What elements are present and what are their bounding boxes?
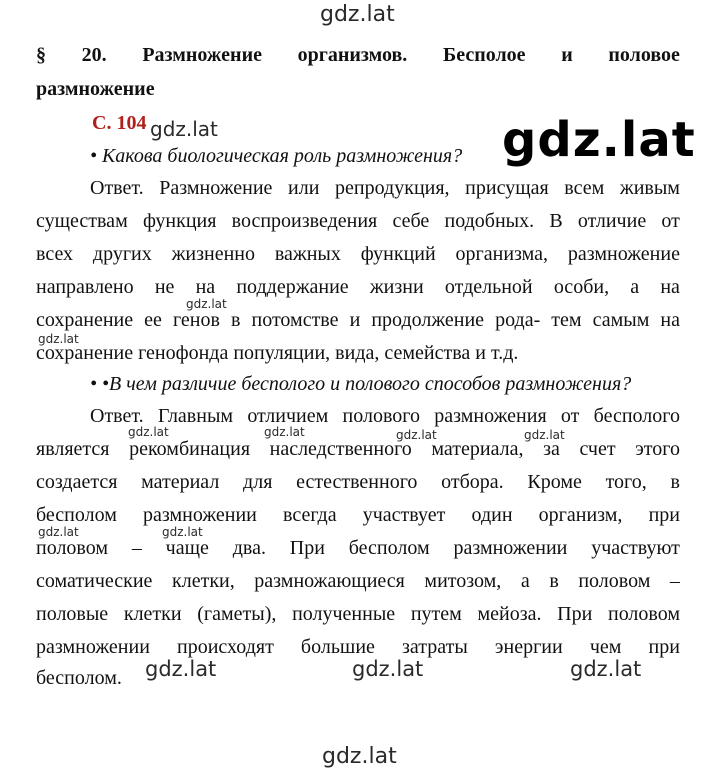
word: самым	[592, 309, 650, 331]
word: половом	[607, 603, 680, 625]
word: путем	[410, 603, 462, 625]
section-heading	[36, 44, 680, 67]
word: не	[154, 276, 175, 298]
answer-2-line	[36, 471, 680, 494]
word: от	[560, 405, 580, 427]
watermark-tiny: gdz.lat	[38, 332, 79, 346]
answer-2-line	[36, 570, 680, 593]
word: счет	[579, 438, 616, 460]
watermark-tiny: gdz.lat	[264, 425, 305, 439]
word: от	[661, 210, 680, 232]
watermark-medium: gdz.lat	[570, 657, 642, 681]
heading-word: §	[36, 44, 46, 66]
answer-1-line	[36, 243, 680, 266]
answer-1-line	[90, 177, 680, 200]
word: на	[660, 276, 680, 298]
watermark-tiny: gdz.lat	[396, 428, 437, 442]
word: за	[543, 438, 560, 460]
word: на	[660, 309, 680, 331]
word: важных	[274, 243, 341, 265]
word: клетки,	[172, 570, 235, 592]
word: этого	[635, 438, 680, 460]
word: рода-	[495, 309, 541, 331]
word: себе	[392, 210, 430, 232]
word: Ответ.	[90, 177, 144, 199]
answer-2-line	[36, 438, 680, 461]
word: или	[288, 177, 320, 199]
watermark-medium: gdz.lat	[352, 657, 424, 681]
watermark-tiny: gdz.lat	[524, 428, 565, 442]
word: является	[36, 438, 110, 460]
word: того,	[605, 471, 647, 493]
word: Главным	[157, 405, 234, 427]
word: жизни	[369, 276, 424, 298]
word: всегда	[283, 504, 337, 526]
word: наследственного	[269, 438, 412, 460]
answer-1-line	[36, 276, 680, 299]
heading-word: Размножение	[142, 44, 262, 66]
answer-2-line	[90, 405, 680, 428]
word: отличие	[577, 210, 647, 232]
page-reference: С. 104	[92, 112, 147, 134]
word: потомстве	[251, 309, 339, 331]
word: особи,	[553, 276, 610, 298]
word: при	[648, 504, 680, 526]
word: материала,	[431, 438, 524, 460]
question-1: • Какова биологическая роль размножения?	[90, 145, 463, 167]
word: размножении	[142, 504, 257, 526]
heading-word: Бесполое	[442, 44, 526, 66]
word: естественного	[296, 471, 418, 493]
watermark-bottom: gdz.lat	[322, 744, 397, 769]
answer-2-line	[36, 636, 680, 659]
word: отличием	[247, 405, 329, 427]
word: в	[549, 570, 559, 592]
word: в	[670, 471, 680, 493]
word: живым	[619, 177, 680, 199]
word: материал	[141, 471, 220, 493]
word: половые	[36, 603, 109, 625]
word: всем	[564, 177, 605, 199]
answer-2-line: бесполом.	[36, 667, 122, 689]
word: всех	[36, 243, 74, 265]
word: размножении	[453, 537, 568, 559]
word: один	[471, 504, 513, 526]
answer-1-line: сохранение генофонда популяции, вида, семейства и т.д.	[36, 342, 519, 364]
word: мейоза.	[477, 603, 542, 625]
word: бесполом	[36, 504, 117, 526]
word: размножающиеся	[254, 570, 405, 592]
heading-word: 20.	[81, 44, 107, 66]
word: чаще	[165, 537, 209, 559]
word: Ответ.	[90, 405, 144, 427]
word: большие	[300, 636, 375, 658]
word: воспроизведения	[231, 210, 378, 232]
word: направлено	[36, 276, 134, 298]
word: для	[243, 471, 273, 493]
heading-word: и	[561, 44, 573, 66]
word: функций	[360, 243, 436, 265]
word: существам	[36, 210, 128, 232]
word: размножения	[434, 405, 547, 427]
word: в	[231, 309, 241, 331]
answer-2-line	[36, 603, 680, 626]
word: бесполом	[348, 537, 430, 559]
word: клетки	[123, 603, 182, 625]
watermark-small: gdz.lat	[150, 117, 218, 141]
word: генов	[172, 309, 220, 331]
answer-1-line	[36, 210, 680, 233]
word: затраты	[402, 636, 468, 658]
word: чем	[589, 636, 622, 658]
heading-word: половое	[608, 44, 680, 66]
word: отдельной	[444, 276, 533, 298]
answer-2-line	[36, 537, 680, 560]
answer-2-line	[36, 504, 680, 527]
word: два.	[232, 537, 266, 559]
heading-word: организмов.	[297, 44, 408, 66]
watermark-tiny: gdz.lat	[186, 297, 227, 311]
word: организм,	[538, 504, 623, 526]
watermark-tiny: gdz.lat	[162, 525, 203, 539]
word: жизненно	[171, 243, 255, 265]
word: отбора.	[441, 471, 504, 493]
word: размножение	[567, 243, 680, 265]
word: соматические	[36, 570, 153, 592]
word: на	[195, 276, 216, 298]
word: размножении	[36, 636, 150, 658]
word: В	[549, 210, 563, 232]
word: создается	[36, 471, 118, 493]
word: энергии	[494, 636, 563, 658]
word: организма,	[455, 243, 549, 265]
word: половом	[578, 570, 651, 592]
watermark-tiny: gdz.lat	[38, 525, 79, 539]
word: участвуют	[591, 537, 680, 559]
watermark-tiny: gdz.lat	[128, 425, 169, 439]
word: а	[630, 276, 640, 298]
word: ее	[144, 309, 162, 331]
watermark-top: gdz.lat	[320, 2, 395, 27]
word: функция	[142, 210, 217, 232]
word: бесполого	[593, 405, 680, 427]
word: рекомбинация	[129, 438, 251, 460]
word: при	[648, 636, 680, 658]
word: При	[557, 603, 593, 625]
word: других	[92, 243, 152, 265]
word: –	[131, 537, 142, 559]
question-2: • •В чем различие бесполого и полового способов размножения?	[90, 373, 632, 395]
word: полового	[342, 405, 420, 427]
word: сохранение	[36, 309, 134, 331]
word: присущая	[465, 177, 549, 199]
section-heading-continued: размножение	[36, 78, 155, 100]
word: подобных.	[444, 210, 535, 232]
word: тем	[551, 309, 582, 331]
word: Кроме	[527, 471, 582, 493]
word: участвует	[362, 504, 446, 526]
answer-1-line	[36, 309, 680, 332]
word: –	[669, 570, 680, 592]
word: происходят	[177, 636, 274, 658]
watermark-large: gdz.lat	[502, 112, 696, 168]
word: и	[349, 309, 361, 331]
word: Размножение	[159, 177, 273, 199]
word: (гаметы),	[197, 603, 277, 625]
watermark-medium: gdz.lat	[145, 657, 217, 681]
word: полученные	[292, 603, 396, 625]
word: митозом,	[424, 570, 502, 592]
word: а	[520, 570, 530, 592]
word: поддержание	[236, 276, 349, 298]
word: репродукция,	[335, 177, 450, 199]
word: При	[289, 537, 325, 559]
word: половом	[36, 537, 109, 559]
word: продолжение	[371, 309, 485, 331]
